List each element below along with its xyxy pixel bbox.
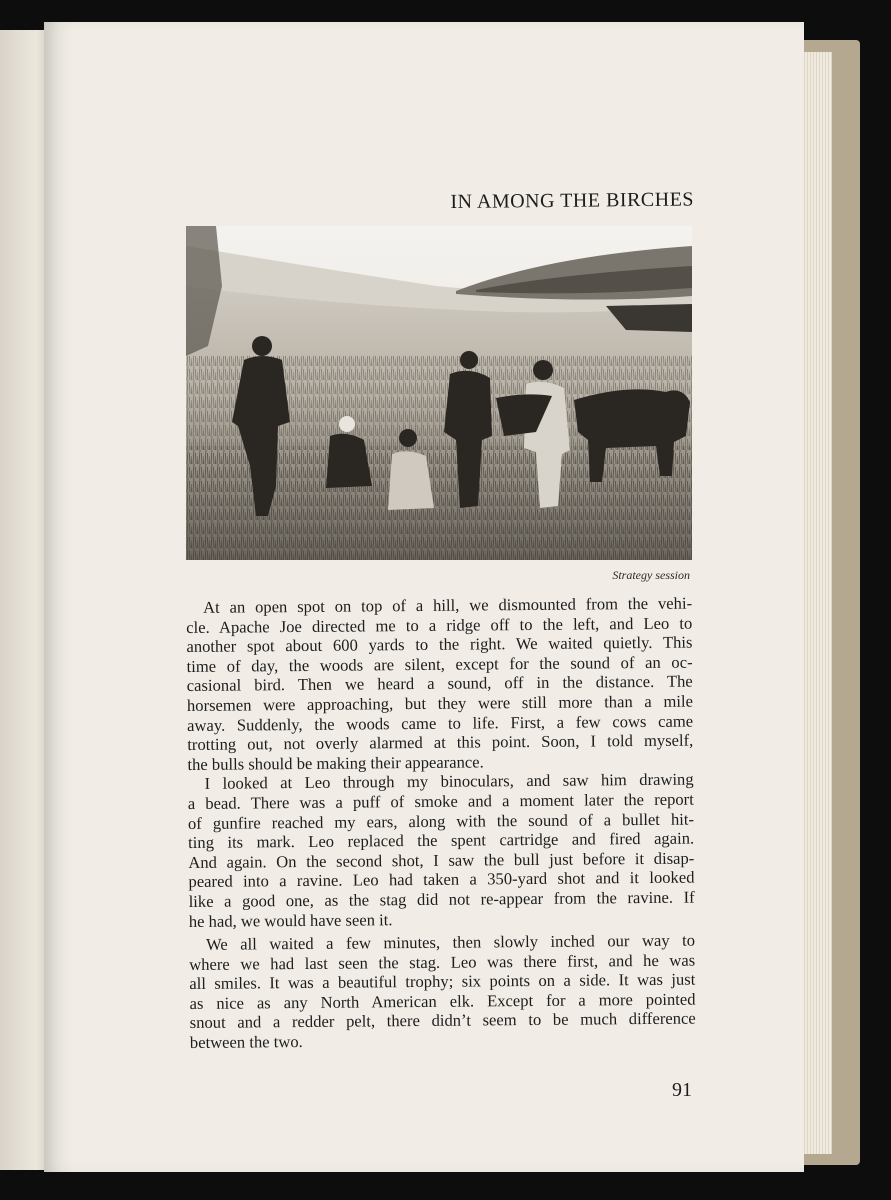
photo-caption: Strategy session (612, 568, 690, 582)
running-head: IN AMONG THE BIRCHES (450, 188, 695, 214)
text-line: a bead. There was a puff of smoke and a moment later the report (187, 789, 694, 813)
text-line: the bulls should be making their appearance. (187, 752, 484, 774)
text-line: between the two. (189, 1032, 303, 1053)
text-line: And again. On the second shot, I saw the bull just before it disap- (188, 848, 695, 872)
text-line: of gunfire reached my ears, along with the sound of a bullet hit- (187, 809, 695, 833)
text-line: where we had last seen the stag. Leo was there first, and he was (189, 950, 696, 974)
text-line: trotting out, not overly alarmed at this point. Soon, I told myself, (187, 730, 694, 755)
text-line: ting its mark. Leo replaced the spent cartridge and fired again. (188, 828, 695, 853)
text-line: snout and a redder pelt, there didn’t seem to be much difference (189, 1009, 696, 1033)
paragraph-1 (186, 594, 694, 775)
text-line: horsemen were approaching, but they were still more than a mile (186, 691, 694, 715)
body-text (186, 594, 696, 1053)
text-line: away. Suddenly, the woods came to life. First, a few cows came (187, 711, 694, 735)
text-line: I looked at Leo through my binoculars, and saw him drawing (204, 769, 694, 794)
text-line: he had, we would have seen it. (188, 909, 393, 931)
text-line: casional bird. Then we heard a sound, off in the distance. The (186, 671, 693, 696)
text-line: We all waited a few minutes, then slowly inched our way to (205, 930, 696, 954)
paragraph-3 (189, 931, 696, 1053)
text-line: peared into a ravine. Leo had taken a 350-yard shot and it looked (188, 867, 695, 892)
text-line: all smiles. It was a beautiful trophy; six points on a side. It was just (189, 969, 696, 994)
text-line: like a good one, as the stag did not re-appear from the ravine. If (188, 887, 695, 911)
text-line: another spot about 600 yards to the right. We waited quietly. This (186, 632, 693, 657)
text-line: time of day, the woods are silent, except for the sound of an oc- (186, 652, 693, 676)
text-line: as nice as any North American elk. Except for a more pointed (189, 989, 696, 1013)
text-line: At an open spot on top of a hill, we dismounted from the vehi- (202, 593, 693, 617)
paragraph-2 (188, 770, 695, 931)
strategy-session-photo (186, 226, 692, 560)
text-line: cle. Apache Joe directed me to a ridge off to the left, and Leo to (186, 613, 693, 637)
page-number: 91 (672, 1079, 692, 1101)
